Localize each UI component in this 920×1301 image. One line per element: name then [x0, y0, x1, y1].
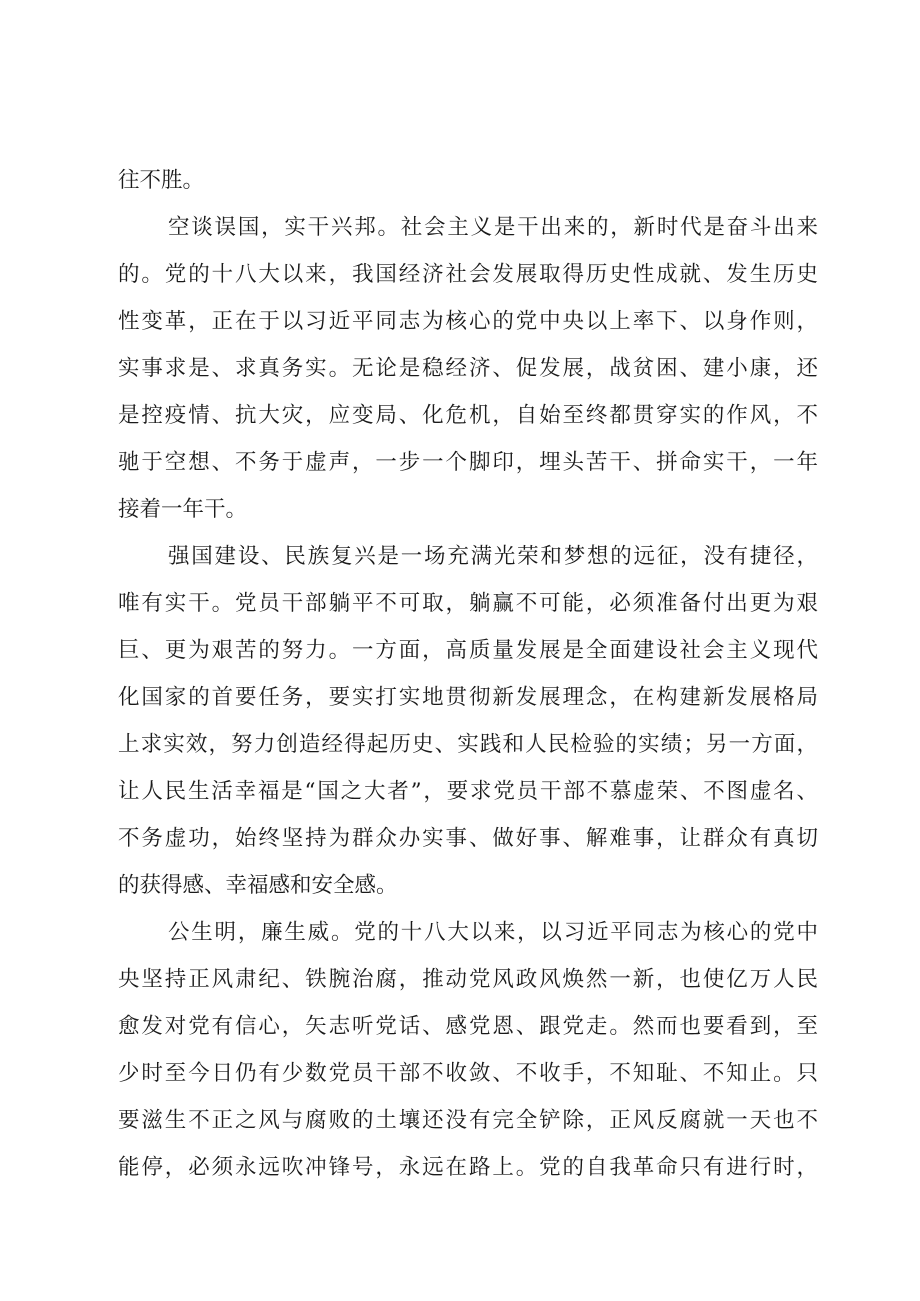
text-line: 愈发对党有信心，矢志听党话、感党恩、跟党走。然而也要看到，至	[118, 1014, 818, 1039]
document-body	[118, 157, 818, 1191]
text-line: 化国家的首要任务，要实打实地贯彻新发展理念，在构建新发展格局	[118, 685, 818, 710]
text-line: 强国建设、民族复兴是一场充满光荣和梦想的远征，没有捷径，	[168, 544, 818, 569]
text-line: 让人民生活幸福是“国之大者”，要求党员干部不慕虚荣、不图虚名、	[118, 779, 818, 804]
text-line: 空谈误国，实干兴邦。社会主义是干出来的，新时代是奋斗出来	[168, 215, 818, 240]
text-line: 少时至今日仍有少数党员干部不收敛、不收手，不知耻、不知止。只	[118, 1061, 818, 1086]
text-line: 实事求是、求真务实。无论是稳经济、促发展，战贫困、建小康，还	[118, 356, 818, 381]
text-line: 要滋生不正之风与腐败的土壤还没有完全铲除，正风反腐就一天也不	[118, 1108, 818, 1133]
text-line: 接着一年干。	[118, 497, 248, 522]
text-line: 唯有实干。党员干部躺平不可取，躺赢不可能，必须准备付出更为艰	[118, 591, 818, 616]
paragraph-1	[118, 157, 818, 204]
paragraph-3	[118, 533, 818, 909]
text-line: 性变革，正在于以习近平同志为核心的党中央以上率下、以身作则，	[118, 309, 818, 334]
text-line: 是控疫情、抗大灾，应变局、化危机，自始至终都贯穿实的作风，不	[118, 403, 818, 428]
paragraph-4	[118, 909, 818, 1191]
text-line: 的。党的十八大以来，我国经济社会发展取得历史性成就、发生历史	[118, 262, 818, 287]
text-line: 驰于空想、不务于虚声，一步一个脚印，埋头苦干、拼命实干，一年	[118, 450, 818, 475]
text-line: 的获得感、幸福感和安全感。	[118, 873, 398, 898]
text-line: 能停，必须永远吹冲锋号，永远在路上。党的自我革命只有进行时，	[118, 1155, 818, 1180]
text-line: 巨、更为艰苦的努力。一方面，高质量发展是全面建设社会主义现代	[118, 638, 818, 663]
text-line: 央坚持正风肃纪、铁腕治腐，推动党风政风焕然一新，也使亿万人民	[118, 967, 818, 992]
text-line: 公生明，廉生威。党的十八大以来，以习近平同志为核心的党中	[168, 920, 818, 945]
text-line: 上求实效，努力创造经得起历史、实践和人民检验的实绩；另一方面，	[118, 732, 818, 757]
text-line: 往不胜。	[118, 168, 205, 193]
text-line: 不务虚功，始终坚持为群众办实事、做好事、解难事，让群众有真切	[118, 826, 818, 851]
paragraph-2	[118, 204, 818, 533]
